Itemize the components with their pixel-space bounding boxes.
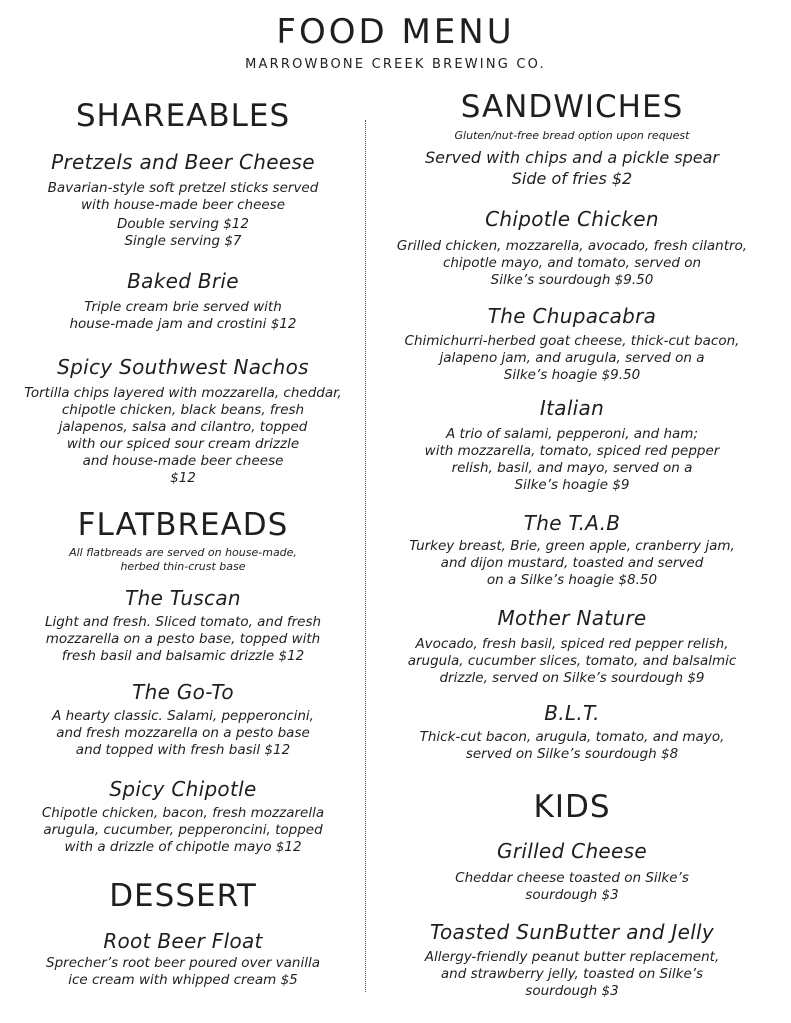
item-name: Spicy Chipotle [109, 777, 257, 801]
item-description: A trio of salami, pepperoni, and ham; with mozzarella, tomato, spiced red pepper relish, basil, and mayo, served on a Silke’s hoagie $9 [424, 426, 720, 493]
item-description: Chimichurri-herbed goat cheese, thick-cut bacon, jalapeno jam, and arugula, served on a Silke’s hoagie $9.50 [404, 333, 740, 383]
item-name: The Chupacabra [487, 304, 657, 328]
brewery-name: MARROWBONE CREEK BREWING CO. [245, 57, 546, 72]
item-name: B.L.T. [544, 701, 600, 725]
item-description: Sprecher’s root beer poured over vanilla ice cream with whipped cream $5 [46, 955, 320, 988]
item-price-options: Double serving $12 Single serving $7 [117, 216, 249, 249]
item-name: Spicy Southwest Nachos [57, 355, 309, 379]
item-description: Cheddar cheese toasted on Silke’s sourdough $3 [455, 870, 689, 903]
item-description: Allergy-friendly peanut butter replacement, and strawberry jelly, toasted on Silke’s sourdough $3 [424, 949, 720, 999]
item-name: Chipotle Chicken [485, 207, 659, 231]
item-description: Chipotle chicken, bacon, fresh mozzarella arugula, cucumber, pepperoncini, topped with a drizzle of chipotle mayo $12 [41, 805, 325, 855]
item-description: Turkey breast, Brie, green apple, cranberry jam, and dijon mustard, toasted and served on a Silke’s hoagie $8.50 [409, 538, 735, 588]
menu-title: FOOD MENU [276, 12, 515, 52]
item-name: Baked Brie [127, 269, 239, 293]
item-name: Italian [539, 396, 605, 420]
item-name: The T.A.B [523, 511, 621, 535]
item-description: A hearty classic. Salami, pepperoncini, and fresh mozzarella on a pesto base and topped with fresh basil $12 [52, 708, 314, 758]
item-description: Bavarian-style soft pretzel sticks served with house-made beer cheese [47, 180, 319, 213]
item-name: The Go-To [132, 680, 234, 704]
item-name: Grilled Cheese [497, 839, 647, 863]
section-title-sandwiches: SANDWICHES [460, 89, 684, 125]
section-title-flatbreads: FLATBREADS [77, 507, 289, 543]
item-name: Mother Nature [497, 606, 647, 630]
flatbreads-note: All flatbreads are served on house-made, herbed thin-crust base [69, 546, 297, 573]
column-divider [365, 120, 366, 992]
section-title-kids: KIDS [533, 789, 611, 825]
item-description: Thick-cut bacon, arugula, tomato, and mayo, served on Silke’s sourdough $8 [419, 729, 725, 762]
item-description: Light and fresh. Sliced tomato, and fresh mozzarella on a pesto base, topped with fresh basil and balsamic drizzle $12 [44, 614, 322, 664]
sandwiches-sides-note: Served with chips and a pickle spear Side of fries $2 [425, 148, 719, 188]
item-name: Pretzels and Beer Cheese [51, 150, 315, 174]
item-name: Root Beer Float [103, 929, 263, 953]
item-name: Toasted SunButter and Jelly [429, 920, 715, 944]
item-description: Grilled chicken, mozzarella, avocado, fresh cilantro, chipotle mayo, and tomato, served on Silke’s sourdough $9.50 [396, 238, 748, 288]
sandwiches-note: Gluten/nut-free bread option upon request [454, 129, 690, 142]
section-title-shareables: SHAREABLES [75, 98, 291, 134]
item-description: Avocado, fresh basil, spiced red pepper relish, arugula, cucumber slices, tomato, and balsalmic drizzle, served on Silke’s sourdough $9 [407, 636, 737, 686]
item-name: The Tuscan [125, 586, 241, 610]
item-description: Triple cream brie served with house-made jam and crostini $12 [69, 299, 297, 332]
section-title-dessert: DESSERT [109, 878, 257, 914]
item-description: Tortilla chips layered with mozzarella, cheddar, chipotle chicken, black beans, fresh jalapenos, salsa and cilantro, topped with our spiced sour cream drizzle and house-made beer cheese $12 [24, 385, 342, 486]
